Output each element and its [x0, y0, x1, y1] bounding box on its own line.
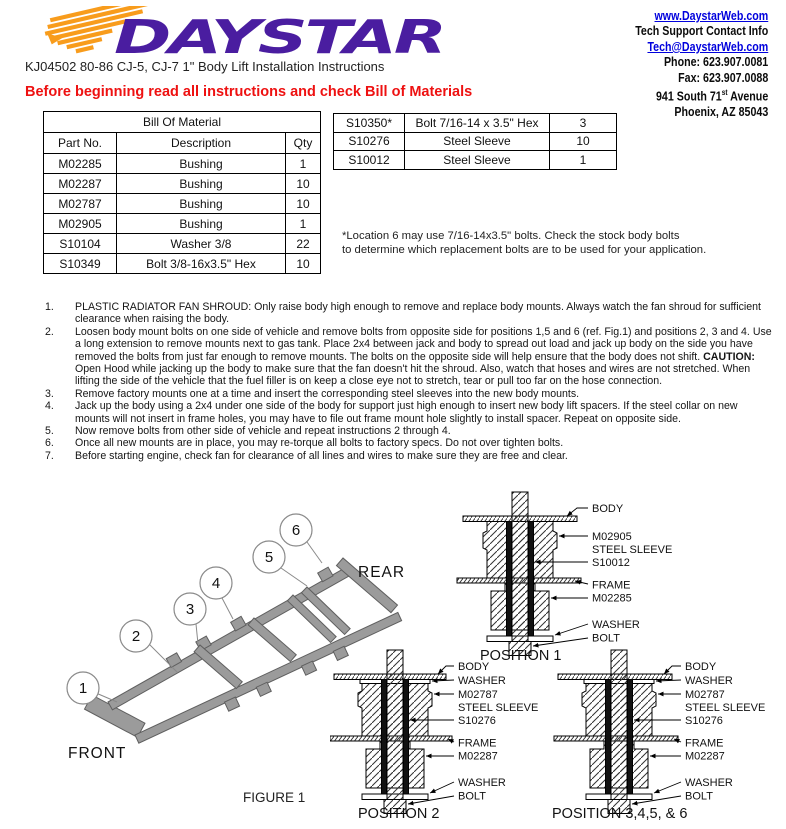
pos1-label-bolt: BOLT: [592, 632, 620, 645]
pos3-label-bushing-top: M02787: [685, 689, 725, 701]
front-label: FRONT: [68, 745, 127, 762]
steel-sleeve-bar: [404, 680, 409, 795]
pos2-label-steel-sleeve: STEEL SLEEVE: [458, 702, 539, 714]
pos3-label-sleeve-part: S10276: [685, 715, 723, 727]
table-row: M02787 Bushing 10: [44, 194, 321, 214]
instruction-number: 1.: [45, 301, 54, 313]
instruction-item: [45, 400, 772, 425]
bolt-shaft: [611, 650, 627, 800]
instruction-number: 6.: [45, 437, 54, 450]
position-1-caption: POSITION 1: [480, 648, 562, 664]
table-row: M02285 Bushing 1: [44, 154, 321, 174]
instruction-item: [45, 388, 772, 400]
callout-3-number: 3: [185, 601, 195, 618]
callout-5-number: 5: [264, 549, 274, 566]
callout-4-number: 4: [211, 575, 221, 592]
pos2-label-washer-top: WASHER: [458, 675, 506, 687]
instruction-item: [45, 437, 772, 449]
instruction-number: 3.: [45, 387, 54, 400]
warning-heading: Before beginning read all instructions and check Bill of Materials: [25, 84, 473, 100]
pos3-label-washer: WASHER: [685, 777, 733, 789]
instruction-number: 4.: [45, 400, 54, 413]
table-row: S10350* Bolt 7/16-14 x 3.5" Hex 3: [334, 114, 617, 133]
table-row: M02905 Bushing 1: [44, 214, 321, 234]
instruction-text: Loosen body mount bolts on one side of vehicle and remove bolts from opposite side for positions 1,5 and 6 (ref. Fig.1) and positions 2, 3 and 4. Use a long extension to remove mounts next to gas tank. Place 2x4 between jack and body to spread out load and jack up body on the side you have removed the bolts from just far enough to remove mounts. The bolts on the opposite side will help ensure that the body does not shift. CAUTION: Open Hood while jacking up the body to make sure that the fan doesn't hit the shroud. Also, watch that hoses and wires are not stretched. When lifting the side of the vehicle that the fuel filler is on keep a close eye not to stretch, tear or pull too far on the hose connection.: [75, 325, 772, 388]
table-row: S10012 Steel Sleeve 1: [334, 151, 617, 170]
position-2-caption: POSITION 2: [358, 806, 440, 822]
steel-sleeve-bar: [507, 522, 512, 637]
frame-crossmember: [194, 645, 242, 689]
instruction-number: 2.: [45, 325, 54, 338]
pos2-label-bushing-bot: M02287: [458, 750, 498, 763]
instructions-list: [45, 301, 772, 462]
instruction-text: Remove factory mounts one at a time and insert the corresponding steel sleeves into the new body mounts.: [75, 387, 580, 400]
pos1-label-body: BODY: [592, 503, 624, 515]
pos1-label-steel-sleeve: STEEL SLEEVE: [592, 544, 673, 556]
table-title-row: [44, 112, 321, 133]
pos1-label-washer: WASHER: [592, 619, 640, 631]
position-1-diagram: [455, 488, 786, 666]
steel-sleeve-bar: [382, 680, 387, 795]
pos1-label-bushing-bot: M02285: [592, 592, 632, 605]
instruction-text: Jack up the body using a 2x4 under one side of the body for support just high enough to insert new body lift spacers. If the steel collar on new mounts will not insert in frame holes, you may have to file out frame mount hole slightly to install spacer. Repeat on opposite side.: [75, 400, 738, 425]
table-row: S10104 Washer 3/8 22: [44, 234, 321, 254]
frame-crossmember: [248, 618, 296, 662]
pos3-label-washer-top: WASHER: [685, 675, 733, 687]
table-row: M02287 Bushing 10: [44, 174, 321, 194]
contact-block: [635, 8, 768, 119]
caution-label: CAUTION:: [703, 350, 755, 363]
pos3-label-steel-sleeve: STEEL SLEEVE: [685, 702, 766, 714]
instruction-item: [45, 425, 772, 437]
pos3-label-body: BODY: [685, 661, 717, 673]
location-note: [342, 229, 706, 257]
position-2-diagram: [330, 646, 572, 824]
table-title: Bill Of Material: [44, 112, 321, 133]
table-header-row: [44, 133, 321, 154]
pos2-label-frame: FRAME: [458, 737, 497, 750]
steel-sleeve-bar: [529, 522, 534, 637]
pos3-label-frame: FRAME: [685, 737, 724, 750]
pos2-label-bolt: BOLT: [458, 790, 486, 803]
pos2-label-washer: WASHER: [458, 777, 506, 789]
city-line: Phoenix, AZ 85043: [674, 103, 768, 119]
note-line: to determine which replacement bolts are to be used for your application.: [342, 244, 707, 256]
col-header-part: Part No.: [44, 133, 117, 154]
email-link[interactable]: Tech@DaystarWeb.com: [647, 38, 768, 54]
instruction-item: [45, 326, 772, 388]
phone-line: Phone: 623.907.0081: [663, 54, 768, 70]
col-header-qty: Qty: [286, 133, 321, 154]
rear-label: REAR: [358, 564, 406, 581]
instruction-text: PLASTIC RADIATOR FAN SHROUD: Only raise body high enough to remove and replace body mounts. Always watch the fan shroud for sufficient clearance when raising the body.: [75, 301, 761, 326]
instruction-item: [45, 450, 772, 462]
steel-sleeve-bar: [628, 680, 633, 795]
daystar-logo: [36, 6, 456, 62]
col-header-desc: Description: [117, 133, 286, 154]
instruction-number: 5.: [45, 425, 54, 438]
pos2-label-bushing-top: M02787: [458, 689, 498, 701]
pos1-label-sleeve-part: S10012: [592, 557, 630, 569]
callout-2-number: 2: [131, 628, 141, 645]
table-row: S10349 Bolt 3/8-16x3.5" Hex 10: [44, 254, 321, 274]
position-3456-caption: POSITION 3,4,5, & 6: [552, 806, 688, 822]
pos1-label-bushing-top: M02905: [592, 531, 632, 543]
pos2-label-body: BODY: [458, 661, 490, 673]
steel-sleeve-bar: [606, 680, 611, 795]
instruction-item: [45, 301, 772, 326]
pos3-label-bolt: BOLT: [685, 790, 713, 803]
figure-caption: FIGURE 1: [243, 790, 306, 805]
logo-wordmark: DAYSTAR: [114, 10, 444, 62]
bolt-shaft: [512, 492, 528, 642]
callout-6-number: 6: [291, 522, 301, 539]
position-3456-diagram: [550, 646, 786, 824]
address-line: 941 South 71st Avenue: [655, 88, 768, 104]
bill-of-material-table: [43, 111, 321, 274]
website-link[interactable]: www.DaystarWeb.com: [654, 8, 768, 23]
support-label: Tech Support Contact Info: [634, 23, 768, 39]
instruction-text: Once all new mounts are in place, you may re-torque all bolts to factory specs. Do not over tighten bolts.: [75, 437, 564, 450]
page-title: KJ04502 80-86 CJ-5, CJ-7 1" Body Lift Installation Instructions: [25, 59, 385, 74]
pos1-label-frame: FRAME: [592, 579, 631, 592]
bolt-shaft: [387, 650, 403, 800]
instruction-number: 7.: [45, 449, 54, 462]
instruction-text: Before starting engine, check fan for clearance of all lines and wires to make sure they are free and clear.: [75, 449, 568, 462]
callout-1-number: 1: [78, 680, 88, 697]
instruction-text: Now remove bolts from other side of vehicle and repeat instructions 2 through 4.: [75, 425, 451, 438]
pos3-label-bushing-bot: M02287: [685, 750, 725, 763]
fax-line: Fax: 623.907.0088: [677, 69, 768, 85]
note-line: *Location 6 may use 7/16-14x3.5" bolts. Check the stock body bolts: [342, 230, 680, 242]
extra-parts-table: [333, 113, 617, 170]
table-row: S10276 Steel Sleeve 10: [334, 132, 617, 151]
pos2-label-sleeve-part: S10276: [458, 715, 496, 727]
